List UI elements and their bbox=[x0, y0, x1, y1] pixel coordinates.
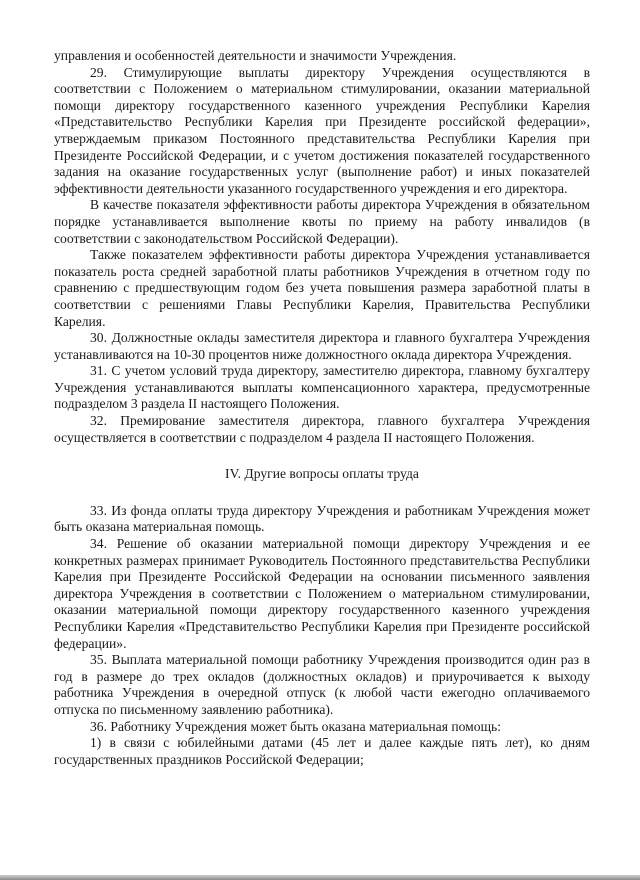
document-page bbox=[54, 48, 590, 768]
paragraph-36: 36. Работнику Учреждения может быть оказана материальная помощь: bbox=[90, 718, 502, 734]
paragraph-continuation: управления и особенностей деятельности и значимости Учреждения. bbox=[54, 48, 457, 63]
section-heading: IV. Другие вопросы оплаты труда bbox=[225, 466, 419, 482]
paragraph-33: 33. Из фонда оплаты труда директору Учреждения и работникам Учреждения может быть оказана материальная помощь. bbox=[54, 502, 590, 535]
paragraph-29-quota: В качестве показателя эффективности работы директора Учреждения в обязательном порядке устанавливается выполнение квоты по приему на работу инвалидов (в соответствии с законодательством Российской Федерации). bbox=[54, 197, 590, 246]
paragraph-30: 30. Должностные оклады заместителя директора и главного бухгалтера Учреждения устанавливаются на 10-30 процентов ниже должностного оклада директора Учреждения. bbox=[54, 330, 590, 362]
paragraph-35: 35. Выплата материальной помощи работнику Учреждения производится один раз в год в размере до трех окладов (должностных окладов) и приурочивается к выходу работника Учреждения в очередной отпуск (к любой части ежегодно оплачиваемого отпуска по письменному заявлению работника). bbox=[54, 652, 590, 717]
paragraph-31: 31. С учетом условий труда директору, заместителю директора, главному бухгалтеру Учреждения устанавливаются выплаты компенсационного характера, предусмотренные подразделом 3 раздела II настоящего Положения. bbox=[54, 363, 590, 412]
scan-bottom-edge bbox=[0, 875, 640, 880]
paragraph-36-item-1: 1) в связи с юбилейными датами (45 лет и далее каждые пять лет), ко дням государственных праздников Российской Федерации; bbox=[54, 735, 590, 767]
paragraph-29-salary-growth: Также показателем эффективности работы директора Учреждения устанавливается показатель роста средней заработной платы работников Учреждения в отчетном году по сравнению с предшествующим годом без учета повышения размера заработной платы в соответствии с решениями Главы Республики Карелия, Правительства Республики Карелия. bbox=[54, 247, 590, 329]
paragraph-29: 29. Стимулирующие выплаты директору Учреждения осуществляются в соответствии с Положением о материальном стимулировании, оказании материальной помощи директору государственного казенного учреждения Республики Карелия «Представительство Республики Карелия при Президенте российской федерации», утверждаемым приказом Постоянного представительства Республики Карелия при Президенте Российской Федерации, и с учетом достижения показателей государственного задания на оказание государственных услуг (выполнение работ) и иных показателей эффективности деятельности указанного государственного учреждения и его директора. bbox=[54, 64, 590, 196]
paragraph-32: 32. Премирование заместителя директора, главного бухгалтера Учреждения осуществляется в соответствии с подразделом 4 раздела II настоящего Положения. bbox=[54, 413, 590, 445]
paragraph-34: 34. Решение об оказании материальной помощи директору Учреждения и ее конкретных размерах принимает Руководитель Постоянного представительства Республики Карелия при Президенте Российской Федерации на основании письменного заявления директора Учреждения в соответствии с Положением о материальном стимулировании, оказании материальной помощи директору государственного казенного учреждения Республики Карелия «Представительство Республики Карелия при Президенте российской федерации». bbox=[54, 536, 590, 651]
